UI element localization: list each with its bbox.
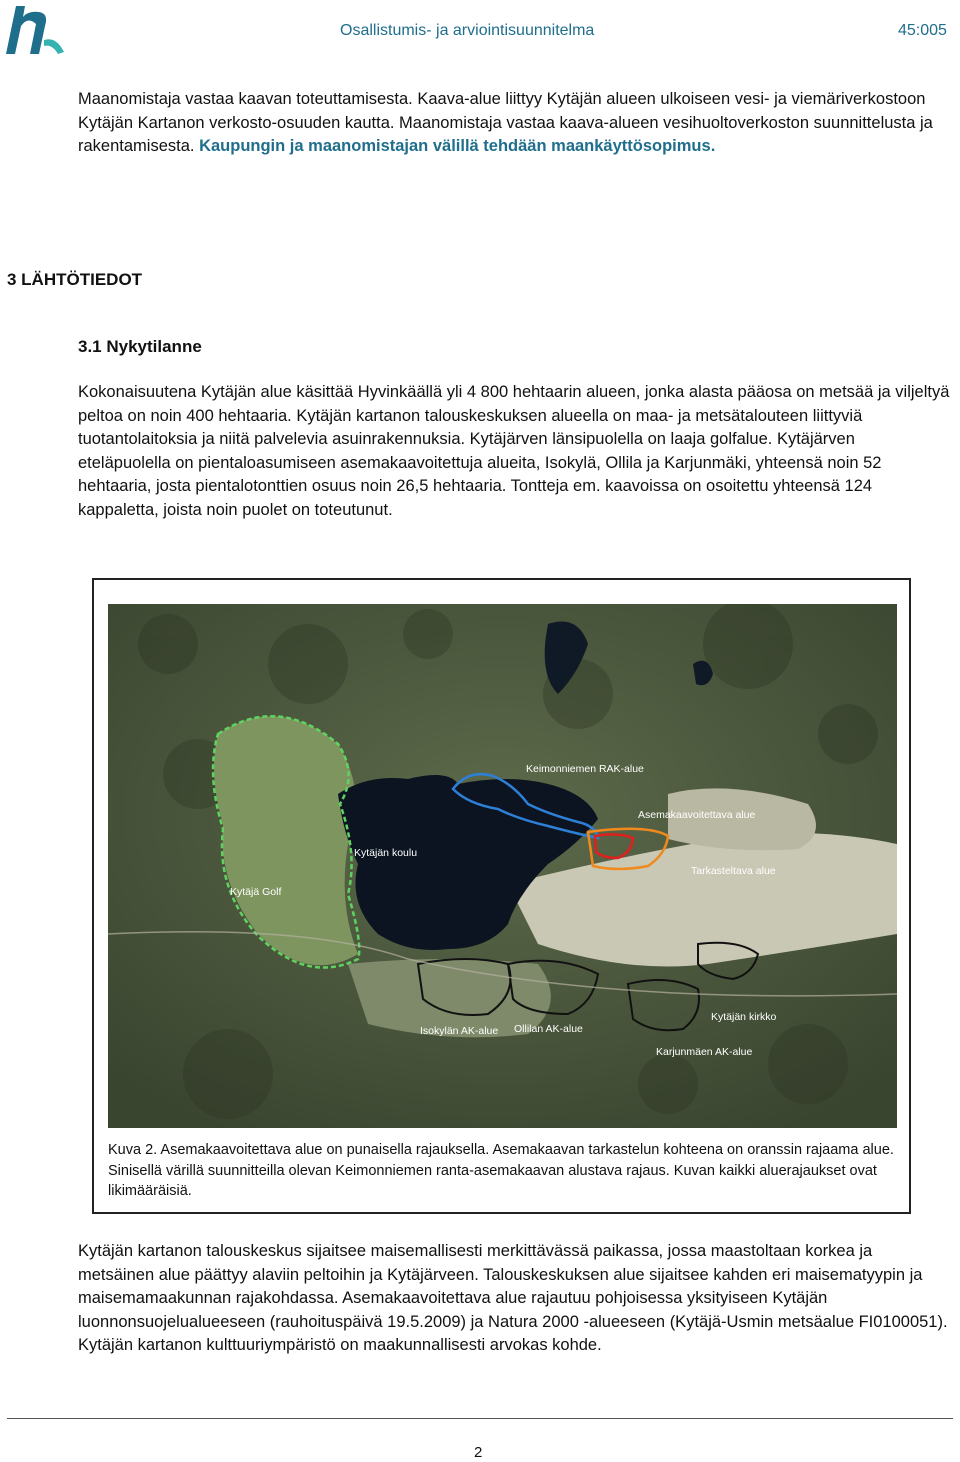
footer-divider: [7, 1418, 953, 1419]
map-label-plan-area: Asemakaavoitettava alue: [638, 809, 756, 821]
map-label-isokyla: Isokylän AK-alue: [420, 1025, 499, 1037]
intro-paragraph: [78, 88, 950, 159]
section-heading: 3 LÄHTÖTIEDOT: [7, 270, 143, 289]
map-label-golf: Kytäjä Golf: [230, 886, 282, 898]
intro-text: Maanomistaja vastaa kaavan toteuttamisesta. Kaava-alue liittyy Kytäjän alueen ulkoiseen vesi- ja viemäriverkostoon Kytäjän Kartanon verkosto-osuuden kautta. Maanomistaja vastaa kaava-alueen vesihuoltoverkoston suunnittelusta ja rakentamisesta.: [78, 90, 933, 155]
map-label-church: Kytäjän kirkko: [711, 1011, 777, 1023]
figure-caption: Kuva 2. Asemakaavoitettava alue on punaisella rajauksella. Asemakaavan tarkastelun kohteena on oranssin rajaama alue. Sinisellä värillä suunnitteilla olevan Keimonniemen ranta-asemakaavan alustava rajaus. Kuvan kaikki aluerajaukset ovat likimääräisiä.: [108, 1142, 894, 1199]
intro-emphasis: Kaupungin ja maanomistajan välillä tehdään maankäyttösopimus.: [199, 137, 716, 155]
document-code: 45:005: [898, 22, 947, 39]
body-paragraph-1: Kokonaisuutena Kytäjän alue käsittää Hyvinkäällä yli 4 800 hehtaarin alueen, jonka alasta pääosa on metsää ja viljeltyä peltoa on noin 400 hehtaaria. Kytäjän kartanon talouskeskuksen alueella on maa- ja metsätalouteen liittyviä tuotantolaitoksia ja niitä palvelevia asuinrakennuksia. Kytäjärven länsipuolella on laaja golfalue. Kytäjärven eteläpuolella on pientaloasumiseen asemakaavoitettuja alueita, Isokylä, Ollila ja Karjunmäki, yhteensä noin 52 hehtaaria, josta pientalotonttien osuus noin 26,5 hehtaaria. Tontteja em. kaavoissa on osoitettu yhteensä 124 kappaletta, joista noin puolet on toteutunut.: [78, 383, 950, 519]
page-number: 2: [474, 1444, 483, 1461]
map-label-ollila: Ollilan AK-alue: [514, 1023, 583, 1035]
map-label-school: Kytäjän koulu: [354, 847, 418, 859]
subsection-heading: 3.1 Nykytilanne: [78, 337, 202, 356]
aerial-map: [108, 604, 897, 1128]
document-title: Osallistumis- ja arviointisuunnitelma: [340, 22, 595, 39]
map-label-karjunmaki: Karjunmäen AK-alue: [656, 1046, 753, 1058]
map-label-review-area: Tarkasteltava alue: [691, 865, 776, 877]
company-logo: [4, 2, 66, 60]
map-label-rak: Keimonniemen RAK-alue: [526, 763, 644, 775]
body-paragraph-2: Kytäjän kartanon talouskeskus sijaitsee maisemallisesti merkittävässä paikassa, jossa maastoltaan korkea ja metsäinen alue päättyy alaviin peltoihin ja Kytäjärveen. Talouskeskuksen alue sijaitsee kahden eri maisematyypin ja maisemamaakunnan rajakohdassa. Asemakaavoitettava alue rajautuu pohjoisessa yksityiseen Kytäjän luonnonsuojelualueeseen (rauhoituspäivä 19.5.2009) ja Natura 2000 -alueeseen (Kytäjä-Usmin metsäalue FI0100051). Kytäjän kartanon kulttuuriympäristö on maakunnallisesti arvokas kohde.: [78, 1242, 948, 1354]
map-figure: [92, 578, 911, 1214]
